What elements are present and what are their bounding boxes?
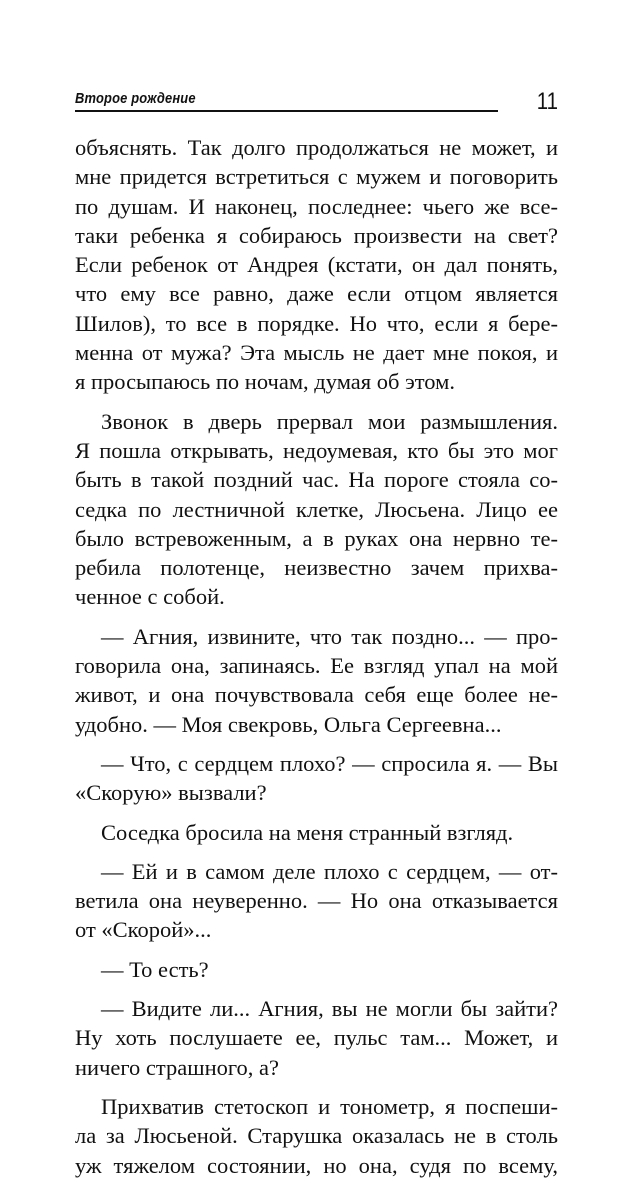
running-title: Второе рождение [75, 90, 196, 107]
text-line: ветила она неуверенно. — Но она отказывается [75, 888, 558, 914]
text-line: — Видите ли... Агния, вы не могли бы зайти? [101, 996, 558, 1022]
paragraph [75, 857, 558, 945]
text-line: — Что, с сердцем плохо? — спросила я. — Вы [101, 750, 558, 776]
text-line: седка по лестничной клетке, Люсьена. Лицо ее [75, 496, 558, 522]
text-line: «Скорую» вызвали? [75, 780, 267, 806]
text-line: мне придется встретиться с мужем и поговорить [75, 164, 558, 190]
text-line: ребила полотенце, неизвестно зачем прихва- [75, 555, 558, 581]
text-line: живот, и она почувствовала себя еще более не- [75, 682, 558, 708]
text-line: ла за Люсьеной. Старушка оказалась не в столь [75, 1123, 558, 1149]
text-line: быть в такой поздний час. На пороге стояла со- [75, 467, 558, 493]
paragraph [75, 133, 558, 397]
text-line: ченное с собой. [75, 584, 225, 610]
paragraph [75, 1092, 558, 1180]
text-line: Я пошла открывать, недоумевая, кто бы это мог [75, 437, 558, 463]
text-line: было встревоженным, а в руках она нервно те- [75, 525, 558, 551]
text-line: я просыпаюсь по ночам, думая об этом. [75, 369, 455, 395]
text-line: объяснять. Так долго продолжаться не может, и [75, 135, 558, 160]
text-line: по душам. И наконец, последнее: чьего же все- [75, 193, 558, 219]
text-line: таки ребенка я собираюсь произвести на свет? [75, 222, 558, 248]
text-line: что ему все равно, даже если отцом является [75, 281, 558, 307]
text-line: ничего страшного, а? [75, 1054, 280, 1080]
text-line: менна от мужа? Эта мысль не дает мне покоя, и [75, 340, 558, 366]
text-line: уж тяжелом состоянии, но она, судя по всему, [75, 1152, 558, 1178]
paragraph [75, 622, 558, 739]
paragraph [75, 407, 558, 612]
text-line: Прихватив стетоскоп и тонометр, я поспеши- [101, 1093, 558, 1119]
body-text [75, 133, 558, 1190]
paragraph [75, 994, 558, 1082]
text-line: Соседка бросила на меня странный взгляд. [101, 819, 514, 845]
text-line: удобно. — Моя свекровь, Ольга Сергеевна... [75, 711, 502, 737]
page-number: 11 [536, 88, 558, 115]
header-rule [75, 110, 498, 112]
text-line: Шилов), то все в порядке. Но что, если я бере- [75, 310, 558, 336]
text-line: Если ребенок от Андрея (кстати, он дал понять, [75, 252, 558, 278]
text-line: Ну хоть послушаете ее, пульс там... Может, и [75, 1025, 558, 1051]
text-line: говорила она, запинаясь. Ее взгляд упал на мой [75, 653, 558, 679]
paragraph [75, 749, 558, 808]
text-line: — Ей и в самом деле плохо с сердцем, — от- [101, 858, 558, 884]
text-line: — Агния, извините, что так поздно... — про- [101, 623, 558, 649]
text-line: Звонок в дверь прервал мои размышления. [101, 408, 558, 434]
text-line: — То есть? [101, 956, 209, 982]
text-line: от «Скорой»... [75, 917, 212, 943]
running-head [75, 86, 558, 120]
paragraph [75, 818, 558, 847]
paragraph [75, 955, 558, 984]
